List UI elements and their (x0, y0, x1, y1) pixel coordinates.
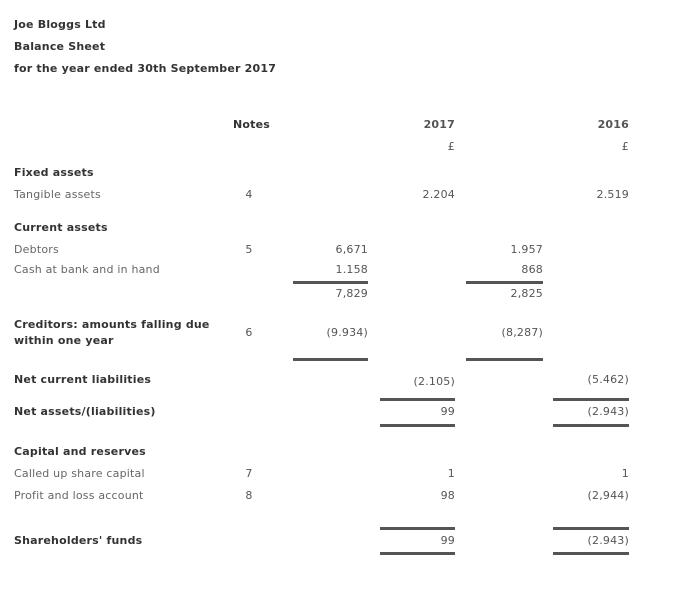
shareholders-funds-top-rule-2016 (553, 527, 629, 530)
current-assets-heading: Current assets (14, 221, 108, 234)
profit-loss-label: Profit and loss account (14, 489, 144, 502)
currency-2016: £ (621, 140, 629, 153)
net-assets-bottom-rule-2016 (553, 424, 629, 427)
net-assets-bottom-rule-2017 (380, 424, 455, 427)
creditors-2017: (9.934) (326, 326, 368, 339)
share-capital-note: 7 (245, 467, 253, 480)
shareholders-funds-bottom-rule-2016 (553, 552, 629, 555)
cash-2016: 868 (521, 263, 543, 276)
share-capital-2017: 1 (447, 467, 455, 480)
debtors-2017: 6,671 (335, 243, 368, 256)
net-assets-top-rule-2017 (380, 398, 455, 401)
creditors-rule-2016 (466, 358, 543, 361)
net-current-liabilities-2017: (2.105) (413, 375, 455, 388)
shareholders-funds-2017: 99 (440, 534, 455, 547)
creditors-2016: (8,287) (501, 326, 543, 339)
currency-2017: £ (447, 140, 455, 153)
current-assets-subtotal-rule-2016 (466, 281, 543, 284)
document-title: Balance Sheet (14, 40, 106, 53)
creditors-label-line2: within one year (14, 334, 114, 347)
tangible-assets-2017: 2.204 (422, 188, 455, 201)
notes-column-header: Notes (233, 118, 271, 131)
net-current-liabilities-2016: (5.462) (587, 373, 629, 386)
shareholders-funds-2016: (2.943) (587, 534, 629, 547)
profit-loss-2016: (2,944) (587, 489, 629, 502)
net-assets-2016: (2.943) (587, 405, 629, 418)
tangible-assets-2016: 2.519 (596, 188, 629, 201)
cash-2017: 1.158 (335, 263, 368, 276)
current-assets-total-2017: 7,829 (335, 287, 368, 300)
net-assets-2017: 99 (440, 405, 455, 418)
net-current-liabilities-label: Net current liabilities (14, 373, 152, 386)
profit-loss-2017: 98 (440, 489, 455, 502)
share-capital-label: Called up share capital (14, 467, 145, 480)
debtors-label: Debtors (14, 243, 59, 256)
tangible-assets-note: 4 (245, 188, 253, 201)
capital-reserves-heading: Capital and reserves (14, 445, 146, 458)
debtors-note: 5 (245, 243, 253, 256)
shareholders-funds-bottom-rule-2017 (380, 552, 455, 555)
tangible-assets-label: Tangible assets (14, 188, 101, 201)
shareholders-funds-label: Shareholders' funds (14, 534, 143, 547)
profit-loss-note: 8 (245, 489, 253, 502)
net-assets-top-rule-2016 (553, 398, 629, 401)
creditors-rule-2017 (293, 358, 368, 361)
shareholders-funds-top-rule-2017 (380, 527, 455, 530)
creditors-note: 6 (245, 326, 253, 339)
share-capital-2016: 1 (621, 467, 629, 480)
company-name: Joe Bloggs Ltd (14, 18, 106, 31)
current-assets-subtotal-rule-2017 (293, 281, 368, 284)
current-assets-total-2016: 2,825 (510, 287, 543, 300)
year-2017-header: 2017 (423, 118, 455, 131)
period-subtitle: for the year ended 30th September 2017 (14, 62, 277, 75)
creditors-label-line1: Creditors: amounts falling due (14, 318, 210, 331)
cash-label: Cash at bank and in hand (14, 263, 160, 276)
debtors-2016: 1.957 (510, 243, 543, 256)
fixed-assets-heading: Fixed assets (14, 166, 94, 179)
net-assets-label: Net assets/(liabilities) (14, 405, 156, 418)
year-2016-header: 2016 (597, 118, 629, 131)
